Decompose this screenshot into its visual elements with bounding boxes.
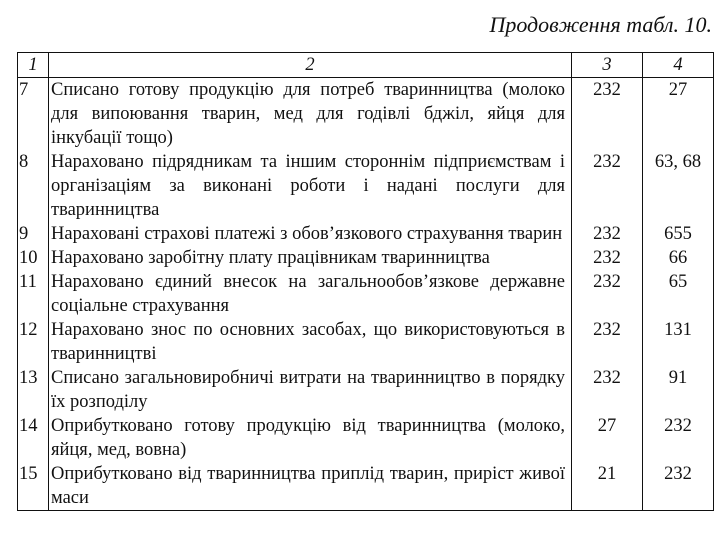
table-row — [18, 78, 714, 151]
row-description: Нараховано знос по основних засобах, що використовуються в тваринництві — [49, 318, 572, 366]
row-description: Списано готову продукцію для потреб тваринництва (молоко для випоювання тварин, мед для годівлі бджіл, яйця для інкубації тощо) — [49, 78, 572, 151]
row-number: 11 — [18, 270, 49, 318]
table-row — [18, 270, 714, 318]
row-description: Оприбутковано готову продукцію від тваринництва (молоко, яйця, мед, вовна) — [49, 414, 572, 462]
column-header-2: 2 — [49, 53, 572, 78]
table-row — [18, 246, 714, 270]
debit-account: 232 — [572, 222, 643, 246]
credit-account: 232 — [643, 462, 714, 511]
column-header-4: 4 — [643, 53, 714, 78]
credit-account: 131 — [643, 318, 714, 366]
debit-account: 232 — [572, 270, 643, 318]
debit-account: 232 — [572, 78, 643, 151]
row-number: 13 — [18, 366, 49, 414]
credit-account: 63, 68 — [643, 150, 714, 222]
row-number: 7 — [18, 78, 49, 151]
table-row — [18, 222, 714, 246]
table-row — [18, 414, 714, 462]
row-number: 15 — [18, 462, 49, 511]
row-description: Нараховано підрядникам та іншим стороннім підприємствам і організаціям за виконані роботи і надані послуги для тваринництва — [49, 150, 572, 222]
table-row — [18, 318, 714, 366]
debit-account: 21 — [572, 462, 643, 511]
table-caption: Продовження табл. 10. — [489, 12, 712, 37]
table-row — [18, 462, 714, 511]
row-description: Нараховані страхові платежі з обов’язкового страхування тварин — [49, 222, 572, 246]
credit-account: 66 — [643, 246, 714, 270]
column-header-1: 1 — [18, 53, 49, 78]
row-number: 10 — [18, 246, 49, 270]
row-description: Списано загальновиробничі витрати на тваринництво в порядку їх розподілу — [49, 366, 572, 414]
row-number: 9 — [18, 222, 49, 246]
row-description: Нараховано заробітну плату працівникам тваринництва — [49, 246, 572, 270]
table-row — [18, 366, 714, 414]
credit-account: 27 — [643, 78, 714, 151]
credit-account: 655 — [643, 222, 714, 246]
credit-account: 65 — [643, 270, 714, 318]
debit-account: 232 — [572, 150, 643, 222]
row-number: 8 — [18, 150, 49, 222]
row-description: Оприбутковано від тваринництва приплід тварин, приріст живої маси — [49, 462, 572, 511]
debit-account: 27 — [572, 414, 643, 462]
row-number: 12 — [18, 318, 49, 366]
credit-account: 232 — [643, 414, 714, 462]
table-row — [18, 150, 714, 222]
row-number: 14 — [18, 414, 49, 462]
row-description: Нараховано єдиний внесок на загальнообов’язкове державне соціальне страхування — [49, 270, 572, 318]
debit-account: 232 — [572, 246, 643, 270]
column-header-3: 3 — [572, 53, 643, 78]
table-header — [18, 53, 714, 78]
accounting-entries-table — [17, 52, 714, 511]
credit-account: 91 — [643, 366, 714, 414]
table-body — [18, 78, 714, 511]
debit-account: 232 — [572, 318, 643, 366]
debit-account: 232 — [572, 366, 643, 414]
